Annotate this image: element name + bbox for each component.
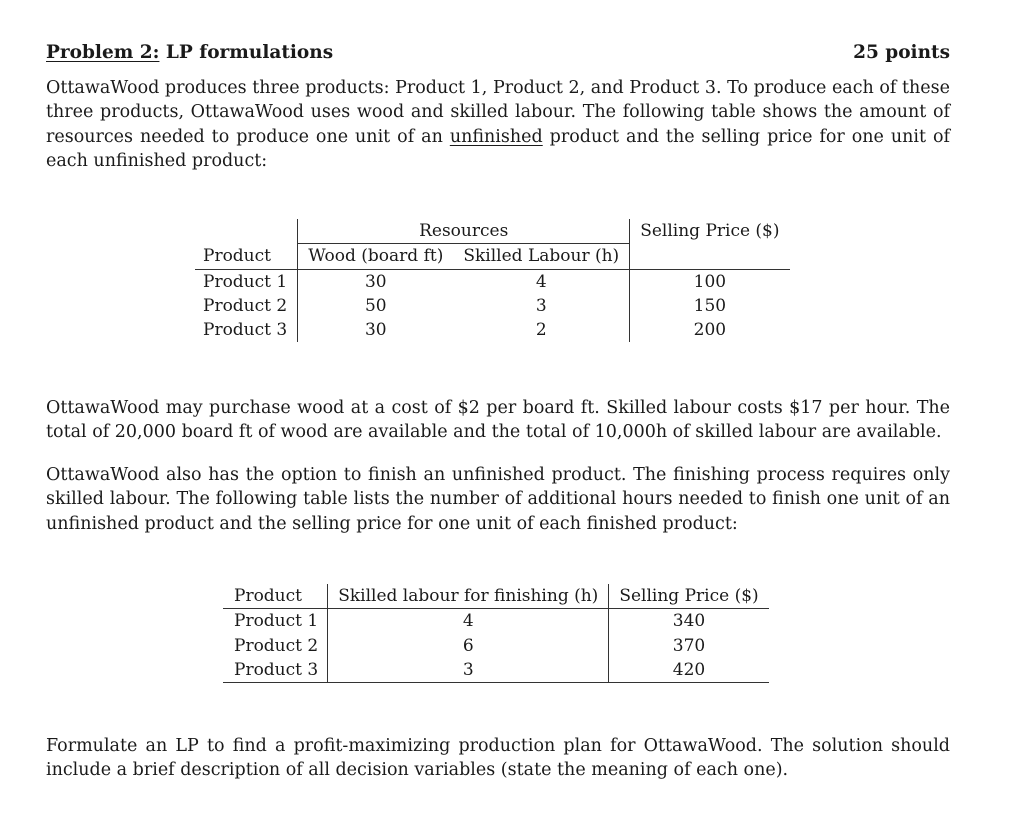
problem-title [46,42,333,63]
unfinished-products-table [195,219,790,342]
table1-product-header: Product [195,244,298,269]
points-label: 25 points [853,42,950,63]
finished-products-table [223,584,769,683]
table2-cell-labour: 4 [328,609,609,634]
table2-cell-price: 420 [609,658,769,683]
table1-cell-labour: 2 [453,318,629,342]
problem-label: Problem 2: [46,42,160,63]
intro-text-2: product and the selling price for one unit of each unfinished product: [46,126,950,171]
intro-paragraph [46,76,950,173]
problem-page [46,40,950,173]
table2-price-header: Selling Price ($) [609,584,769,609]
table1-cell-labour: 3 [453,294,629,318]
table-row [223,634,769,658]
table1-resources-header: Resources [298,219,630,244]
table-row [223,658,769,683]
table2-cell-labour: 3 [328,658,609,683]
table1-cell-wood: 50 [364,295,387,316]
intro-text-1: OttawaWood produces three products: Product 1, Product 2, and Product 3. To produce each of these three products, OttawaWood uses wood and skilled labour. The following table shows the amount of resources needed to produce one unit of an [46,78,950,147]
table1-cell-product: Product 2 [195,294,298,318]
table1-price-subheader [630,244,790,269]
intro-underlined-word: unfinished [449,126,543,147]
table-row [195,294,790,318]
table1-empty-corner [195,219,298,244]
problem-header [46,42,950,63]
table1-cell-labour: 4 [453,269,629,294]
table1-cell-wood: 30 [364,320,387,341]
table2-cell-product: Product 3 [223,658,328,683]
table-row [195,318,790,342]
table1-labour-header: Skilled Labour (h) [453,244,629,269]
table1-cell-wood: 30 [364,271,387,292]
table2-product-header: Product [223,584,328,609]
table1-price-header: Selling Price ($) [640,221,780,242]
table-row [195,269,790,294]
table2-cell-product: Product 1 [223,609,328,634]
table-row [223,609,769,634]
table2-cell-product: Product 2 [223,634,328,658]
table1-cell-price: 150 [693,295,727,316]
table2-cell-price: 370 [672,635,706,656]
table2-cell-labour: 6 [328,634,609,658]
table1-cell-price: 200 [693,320,727,341]
table1-cell-product: Product 1 [195,269,298,294]
problem-title-text: LP formulations [159,42,334,63]
table2-cell-price: 340 [672,611,706,632]
table2-labour-header: Skilled labour for finishing (h) [328,584,609,609]
table1-cell-product: Product 3 [195,318,298,342]
table1-wood-header: Wood (board ft) [298,244,454,269]
table1-cell-price: 100 [693,271,727,292]
costs-paragraph: OttawaWood may purchase wood at a cost of $2 per board ft. Skilled labour costs $17 per hour. The total of 20,000 board ft of wood are available and the total of 10,000h of skilled labour are available. [46,398,950,443]
finishing-paragraph: OttawaWood also has the option to finish an unfinished product. The finishing process requires only skilled labour. The following table lists the number of additional hours needed to finish one unit of an unfinished product and the selling price for one unit of each finished product: [46,465,950,534]
task-paragraph: Formulate an LP to find a profit-maximizing production plan for OttawaWood. The solution should include a brief description of all decision variables (state the meaning of each one). [46,736,950,781]
